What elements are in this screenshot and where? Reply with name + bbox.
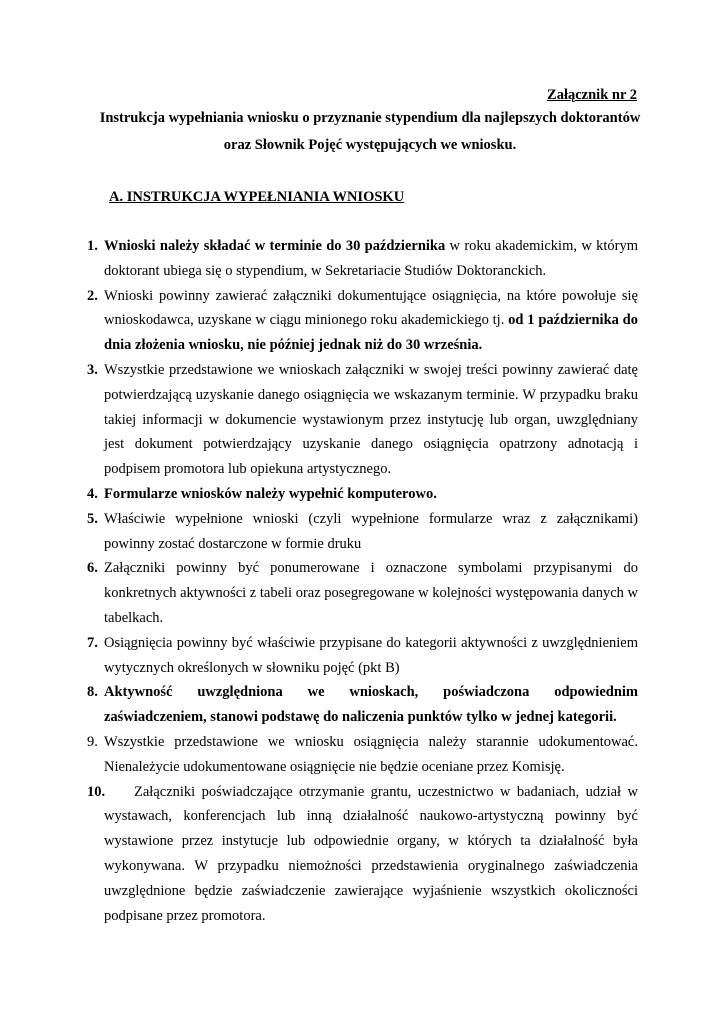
- instruction-list: [87, 234, 638, 928]
- item-text: Załączniki poświadczające otrzymanie grantu, uczestnictwo w badaniach, udział w wystawach, konferencjach lub inną działalność naukowo-artystyczną powinny być wystawione przez instytucje lub odpowiednie organy, w których ta działalność była wykonywana. W przypadku niemożności przedstawienia oryginalnego zaświadczenia uwzględnione będzie zaświadczenie zawierające wyjaśnienie wszystkich okoliczności podpisane przez promotora.: [104, 783, 638, 924]
- list-item-3: [87, 358, 638, 482]
- list-item-7: [87, 631, 638, 681]
- document-title-line-2: oraz Słownik Pojęć występujących we wniosku.: [223, 137, 517, 153]
- item-bold-text: od 1 października do dnia złożenia wniosku, nie później jednak niż do 30 września.: [104, 312, 639, 354]
- item-text: Wszystkie przedstawione we wniosku osiągnięcia należy starannie udokumentować. Nienależycie udokumentowane osiągnięcie nie będzie oceniane przez Komisję.: [104, 733, 638, 775]
- item-bold-text: Formularze wniosków należy wypełnić komputerowo.: [104, 485, 437, 502]
- item-number: 3.: [87, 361, 98, 378]
- list-item-2: [87, 284, 638, 358]
- item-number: 7.: [87, 634, 98, 651]
- annex-label: Załącznik nr 2: [547, 87, 637, 103]
- list-item-5: [87, 507, 638, 557]
- list-item-10: [87, 780, 638, 929]
- list-item-8: [87, 680, 638, 730]
- list-item-1: [87, 234, 638, 284]
- item-number: 8.: [87, 684, 98, 701]
- list-item-9: [87, 730, 638, 780]
- item-number: 5.: [87, 510, 98, 527]
- item-bold-text: Wnioski należy składać w terminie do 30 października: [104, 238, 446, 254]
- item-bold-text: Aktywność uwzględniona we wnioskach, poświadczona odpowiednim zaświadczeniem, stanowi podstawę do naliczenia punktów tylko w jednej kategorii.: [104, 684, 638, 726]
- item-text: Osiągnięcia powinny być właściwie przypisane do kategorii aktywności z uwzględnieniem wytycznych określonych w słowniku pojęć (pkt B): [104, 634, 638, 676]
- item-number: 1.: [87, 238, 98, 254]
- item-text: Wszystkie przedstawione we wnioskach załączniki w swojej treści powinny zawierać datę potwierdzającą uzyskanie danego osiągnięcia we wskazanym terminie. W przypadku braku takiej informacji w dokumencie wystawionym przez instytucję lub organ, uwzględniany jest dokument potwierdzający uzyskanie danego osiągnięcia opatrzony adnotacją i podpisem promotora lub opiekuna artystycznego.: [104, 361, 638, 478]
- section-heading: A. INSTRUKCJA WYPEŁNIANIA WNIOSKU: [109, 189, 405, 205]
- document-title-line-1: Instrukcja wypełniania wniosku o przyznanie stypendium dla najlepszych doktorantów: [99, 110, 641, 126]
- list-item-4: [87, 482, 638, 507]
- list-item-6: [87, 556, 638, 630]
- item-text: w roku akademickim, w którym doktorant ubiega się o stypendium, w Sekretariacie Studiów Doktoranckich.: [104, 238, 638, 279]
- item-text: Załączniki powinny być ponumerowane i oznaczone symbolami przypisanymi do konkretnych aktywności z tabeli oraz posegregowane w kolejności występowania danych w tabelkach.: [104, 560, 638, 626]
- item-text: Właściwie wypełnione wnioski (czyli wypełnione formularze wraz z załącznikami) powinny zostać dostarczone w formie druku: [104, 510, 638, 552]
- item-number: 9.: [87, 733, 98, 750]
- item-number: 4.: [87, 485, 98, 502]
- item-number: 2.: [87, 287, 98, 304]
- item-number: 10.: [87, 783, 106, 800]
- item-number: 6.: [87, 560, 98, 577]
- item-text: Wnioski powinny zawierać załączniki dokumentujące osiągnięcia, na które powołuje się wnioskodawca, uzyskane w ciągu minionego roku akademickiego tj.: [104, 287, 638, 329]
